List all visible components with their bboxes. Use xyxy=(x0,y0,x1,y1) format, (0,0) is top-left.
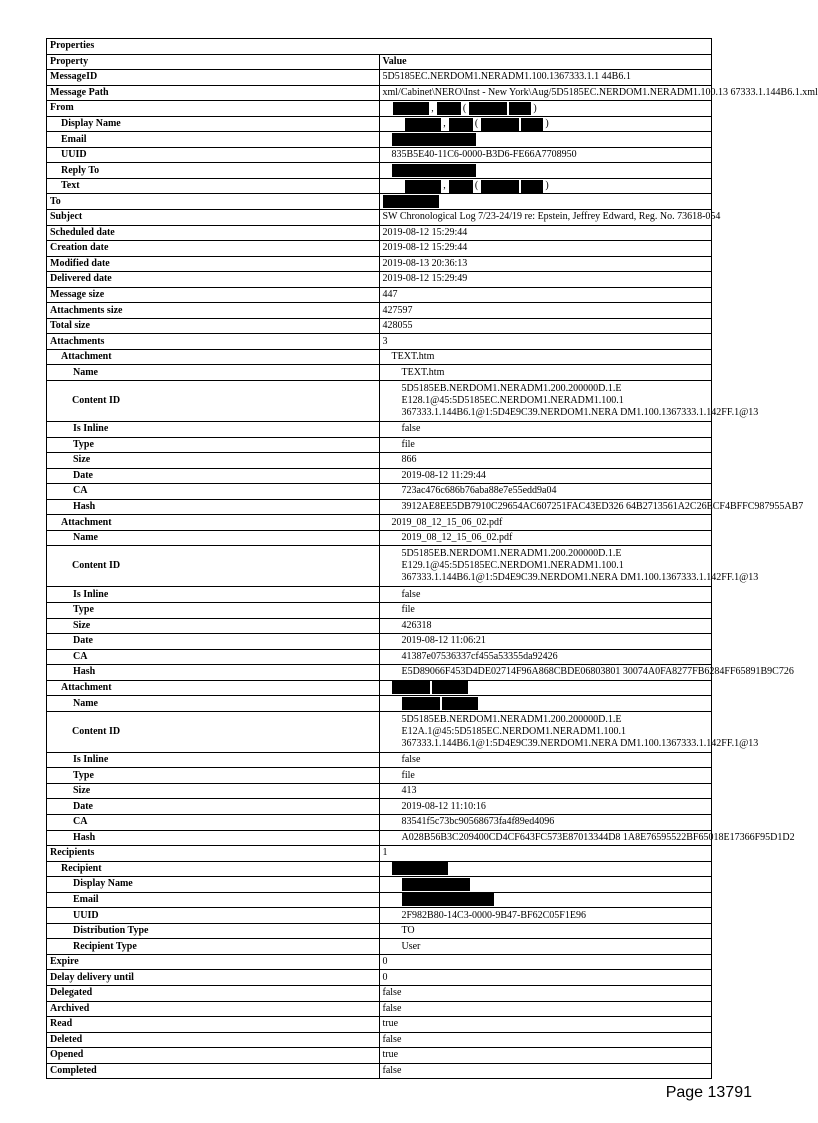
property-key: Attachments xyxy=(47,334,380,350)
header-value: Value xyxy=(379,54,712,70)
property-key: From xyxy=(47,101,380,117)
property-row xyxy=(47,241,712,257)
property-key: Hash xyxy=(47,665,380,681)
property-key: Size xyxy=(47,783,380,799)
property-row xyxy=(47,287,712,303)
property-value xyxy=(379,116,712,132)
property-row xyxy=(47,892,712,908)
property-row xyxy=(47,954,712,970)
property-value: false xyxy=(379,1063,712,1079)
property-value: true xyxy=(379,1048,712,1064)
property-value: 41387e07536337cf455a53355da92426 xyxy=(379,649,712,665)
property-value: 2F982B80-14C3-0000-9B47-BF62C05F1E96 xyxy=(379,908,712,924)
property-value: false xyxy=(379,985,712,1001)
property-key: Completed xyxy=(47,1063,380,1079)
property-row xyxy=(47,768,712,784)
redaction-separator: ) xyxy=(545,118,549,130)
property-value: User xyxy=(379,939,712,955)
property-value xyxy=(379,680,712,696)
redaction-box xyxy=(437,102,461,115)
property-value: A028B56B3C209400CD4CF643FC573E87013344D8 1A8E76595522BF65018E17366F95D1D2 xyxy=(379,830,712,846)
property-key: Size xyxy=(47,453,380,469)
property-value: xml/Cabinet\NERO\Inst - New York\Aug/5D5185EC.NERDOM1.NERADM1.100.13 67333.1.144B6.1.xml xyxy=(379,85,712,101)
property-key: Hash xyxy=(47,499,380,515)
property-value: 0 xyxy=(379,954,712,970)
properties-title-row xyxy=(47,39,712,55)
property-key: Creation date xyxy=(47,241,380,257)
property-row xyxy=(47,649,712,665)
redaction-box xyxy=(402,893,494,906)
property-value: true xyxy=(379,1017,712,1033)
property-row xyxy=(47,618,712,634)
property-key: Attachment xyxy=(47,515,380,531)
property-value: false xyxy=(379,752,712,768)
property-key: Type xyxy=(47,768,380,784)
redaction-separator: ( xyxy=(474,180,479,192)
property-value: TO xyxy=(379,923,712,939)
property-value: 2019_08_12_15_06_02.pdf xyxy=(379,530,712,546)
property-key: Size xyxy=(47,618,380,634)
property-row xyxy=(47,587,712,603)
property-value: 1 xyxy=(379,846,712,862)
property-key: UUID xyxy=(47,147,380,163)
redaction-box xyxy=(383,195,439,208)
redaction-separator: ) xyxy=(545,180,549,192)
property-value: 447 xyxy=(379,287,712,303)
property-key: CA xyxy=(47,649,380,665)
property-key: Read xyxy=(47,1017,380,1033)
property-row xyxy=(47,814,712,830)
property-key: Archived xyxy=(47,1001,380,1017)
content-id-line: 367333.1.144B6.1@1:5D4E9C39.NERDOM1.NERA DM1.100.1367333.1.142FF.1@13 xyxy=(401,407,759,419)
property-row xyxy=(47,256,712,272)
content-id-line: 367333.1.144B6.1@1:5D4E9C39.NERDOM1.NERA DM1.100.1367333.1.142FF.1@13 xyxy=(401,737,759,749)
property-row xyxy=(47,970,712,986)
property-row xyxy=(47,530,712,546)
property-row xyxy=(47,334,712,350)
property-value: 2019-08-12 11:06:21 xyxy=(379,634,712,650)
property-row xyxy=(47,830,712,846)
property-row xyxy=(47,602,712,618)
property-value xyxy=(379,877,712,893)
property-row xyxy=(47,908,712,924)
property-row xyxy=(47,116,712,132)
property-value: SW Chronological Log 7/23-24/19 re: Epstein, Jeffrey Edward, Reg. No. 73618-054 xyxy=(379,210,712,226)
property-value: 427597 xyxy=(379,303,712,319)
content-id-line: 5D5185EB.NERDOM1.NERADM1.200.200000D.1.E xyxy=(401,383,622,395)
page-number: Page 13791 xyxy=(665,1084,752,1101)
property-key: Opened xyxy=(47,1048,380,1064)
property-value: 426318 xyxy=(379,618,712,634)
property-key: Content ID xyxy=(47,546,380,587)
property-key: Attachment xyxy=(47,680,380,696)
property-row xyxy=(47,349,712,365)
redaction-box xyxy=(405,118,441,131)
redaction-box xyxy=(469,102,507,115)
redaction-box xyxy=(405,180,441,193)
property-value xyxy=(379,892,712,908)
property-value: 0 xyxy=(379,970,712,986)
property-row xyxy=(47,877,712,893)
content-id-line: 5D5185EB.NERDOM1.NERADM1.200.200000D.1.E xyxy=(401,713,622,725)
property-row xyxy=(47,752,712,768)
property-row xyxy=(47,437,712,453)
properties-body xyxy=(47,39,818,1079)
property-key: Message size xyxy=(47,287,380,303)
property-key: Delay delivery until xyxy=(47,970,380,986)
property-row xyxy=(47,453,712,469)
property-value: false xyxy=(379,1001,712,1017)
property-value xyxy=(379,163,712,179)
property-key: Date xyxy=(47,799,380,815)
property-key: Distribution Type xyxy=(47,923,380,939)
property-key: Hash xyxy=(47,830,380,846)
property-value: 2019-08-12 11:10:16 xyxy=(379,799,712,815)
property-key: CA xyxy=(47,484,380,500)
properties-title: Properties xyxy=(47,39,712,55)
property-key: Total size xyxy=(47,318,380,334)
property-row xyxy=(47,680,712,696)
property-value: false xyxy=(379,587,712,603)
property-row xyxy=(47,861,712,877)
property-value: 723ac476c686b76aba88e7e55edd9a04 xyxy=(379,484,712,500)
redaction-separator: ( xyxy=(462,102,467,114)
property-value xyxy=(379,194,712,210)
property-value xyxy=(379,178,712,194)
property-key: Recipient Type xyxy=(47,939,380,955)
property-key: Email xyxy=(47,132,380,148)
property-value: TEXT.htm xyxy=(379,365,712,381)
property-row xyxy=(47,468,712,484)
property-value xyxy=(379,711,759,752)
property-row xyxy=(47,499,712,515)
property-row xyxy=(47,163,712,179)
redaction-box xyxy=(509,102,531,115)
property-row xyxy=(47,422,712,438)
property-value xyxy=(379,861,712,877)
property-row xyxy=(47,634,712,650)
property-key: UUID xyxy=(47,908,380,924)
redaction-box xyxy=(442,697,478,710)
property-row xyxy=(47,225,712,241)
property-row xyxy=(47,101,712,117)
property-key: Is Inline xyxy=(47,587,380,603)
property-key: Delegated xyxy=(47,985,380,1001)
redaction-box xyxy=(402,697,440,710)
property-key: Recipients xyxy=(47,846,380,862)
property-key: Type xyxy=(47,437,380,453)
content-id-line: E128.1@45:5D5185EC.NERDOM1.NERADM1.100.1 xyxy=(401,395,624,407)
property-row xyxy=(47,799,712,815)
property-row xyxy=(47,272,712,288)
redaction-box xyxy=(432,681,468,694)
property-value: 866 xyxy=(379,453,712,469)
redaction-box xyxy=(521,118,543,131)
property-key: Attachment xyxy=(47,349,380,365)
property-key: Recipient xyxy=(47,861,380,877)
property-row xyxy=(47,178,712,194)
redaction-separator: ( xyxy=(474,118,479,130)
property-key: Date xyxy=(47,634,380,650)
redaction-box xyxy=(393,102,429,115)
property-key: MessageID xyxy=(47,70,380,86)
property-value: false xyxy=(379,422,712,438)
property-row xyxy=(47,985,712,1001)
property-key: To xyxy=(47,194,380,210)
property-row xyxy=(47,546,712,587)
property-key: Reply To xyxy=(47,163,380,179)
property-key: Modified date xyxy=(47,256,380,272)
redaction-box xyxy=(392,681,430,694)
property-value: 83541f5c73bc90568673fa4f89ed4096 xyxy=(379,814,712,830)
property-row xyxy=(47,515,712,531)
property-value xyxy=(379,132,712,148)
property-key: Expire xyxy=(47,954,380,970)
property-value: 3912AE8EE5DB7910C29654AC607251FAC43ED326 64B2713561A2C26ECF4BFFC987955AB7 xyxy=(379,499,712,515)
property-value: file xyxy=(379,602,712,618)
property-key: Type xyxy=(47,602,380,618)
property-row xyxy=(47,923,712,939)
property-row xyxy=(47,484,712,500)
property-row xyxy=(47,1001,712,1017)
property-key: Delivered date xyxy=(47,272,380,288)
property-key: Attachments size xyxy=(47,303,380,319)
redaction-separator: ) xyxy=(533,102,537,114)
property-key: Name xyxy=(47,696,380,712)
property-value: 2019-08-12 15:29:44 xyxy=(379,241,712,257)
content-id-line: E12A.1@45:5D5185EC.NERDOM1.NERADM1.100.1 xyxy=(401,725,626,737)
property-key: Email xyxy=(47,892,380,908)
property-value: 835B5E40-11C6-0000-B3D6-FE66A7708950 xyxy=(379,147,712,163)
property-row xyxy=(47,85,712,101)
property-key: CA xyxy=(47,814,380,830)
property-row xyxy=(47,711,712,752)
property-row xyxy=(47,1017,712,1033)
property-row xyxy=(47,303,712,319)
property-value: file xyxy=(379,768,712,784)
header-property: Property xyxy=(47,54,380,70)
property-key: Scheduled date xyxy=(47,225,380,241)
property-key: Deleted xyxy=(47,1032,380,1048)
redaction-box xyxy=(481,118,519,131)
property-value: file xyxy=(379,437,712,453)
property-row xyxy=(47,194,712,210)
property-row xyxy=(47,147,712,163)
property-row xyxy=(47,381,712,422)
content-id-line: 5D5185EB.NERDOM1.NERADM1.200.200000D.1.E xyxy=(401,548,622,560)
property-value: 3 xyxy=(379,334,712,350)
property-row xyxy=(47,365,712,381)
property-row xyxy=(47,1063,712,1079)
property-value: 2019_08_12_15_06_02.pdf xyxy=(379,515,712,531)
property-key: Message Path xyxy=(47,85,380,101)
property-row xyxy=(47,1048,712,1064)
property-value: 2019-08-13 20:36:13 xyxy=(379,256,712,272)
redaction-box xyxy=(392,862,448,875)
property-value: 2019-08-12 11:29:44 xyxy=(379,468,712,484)
property-row xyxy=(47,939,712,955)
property-key: Name xyxy=(47,365,380,381)
redaction-box xyxy=(449,118,473,131)
property-key: Display Name xyxy=(47,877,380,893)
redaction-box xyxy=(521,180,543,193)
property-row xyxy=(47,846,712,862)
property-value xyxy=(379,101,712,117)
property-key: Display Name xyxy=(47,116,380,132)
content-id-line: 367333.1.144B6.1@1:5D4E9C39.NERDOM1.NERA DM1.100.1367333.1.142FF.1@13 xyxy=(401,572,759,584)
property-value xyxy=(379,696,712,712)
properties-table xyxy=(46,38,818,1079)
property-key: Content ID xyxy=(47,711,380,752)
property-value xyxy=(379,381,759,422)
property-key: Is Inline xyxy=(47,422,380,438)
property-value: 2019-08-12 15:29:49 xyxy=(379,272,712,288)
property-row xyxy=(47,696,712,712)
header-row xyxy=(47,54,712,70)
redaction-separator: , xyxy=(431,102,434,114)
redaction-separator: , xyxy=(443,180,446,192)
redaction-box xyxy=(402,878,470,891)
property-row xyxy=(47,318,712,334)
property-key: Date xyxy=(47,468,380,484)
property-key: Is Inline xyxy=(47,752,380,768)
content-id-line: E129.1@45:5D5185EC.NERDOM1.NERADM1.100.1 xyxy=(401,560,624,572)
redaction-box xyxy=(392,164,476,177)
property-row xyxy=(47,1032,712,1048)
property-value xyxy=(379,546,759,587)
property-value: 5D5185EC.NERDOM1.NERADM1.100.1367333.1.1 44B6.1 xyxy=(379,70,712,86)
redaction-box xyxy=(481,180,519,193)
property-row xyxy=(47,783,712,799)
property-key: Content ID xyxy=(47,381,380,422)
property-row xyxy=(47,210,712,226)
property-row xyxy=(47,132,712,148)
property-value: 2019-08-12 15:29:44 xyxy=(379,225,712,241)
property-value: TEXT.htm xyxy=(379,349,712,365)
property-value: false xyxy=(379,1032,712,1048)
property-value: 413 xyxy=(379,783,712,799)
property-row xyxy=(47,665,712,681)
property-key: Subject xyxy=(47,210,380,226)
redaction-box xyxy=(449,180,473,193)
redaction-separator: , xyxy=(443,118,446,130)
property-row xyxy=(47,70,712,86)
property-key: Text xyxy=(47,178,380,194)
redaction-box xyxy=(392,133,476,146)
property-value: 428055 xyxy=(379,318,712,334)
property-value: E5D89066F453D4DE02714F96A868CBDE06803801 30074A0FA8277FB6284FF65891B9C726 xyxy=(379,665,712,681)
property-key: Name xyxy=(47,530,380,546)
